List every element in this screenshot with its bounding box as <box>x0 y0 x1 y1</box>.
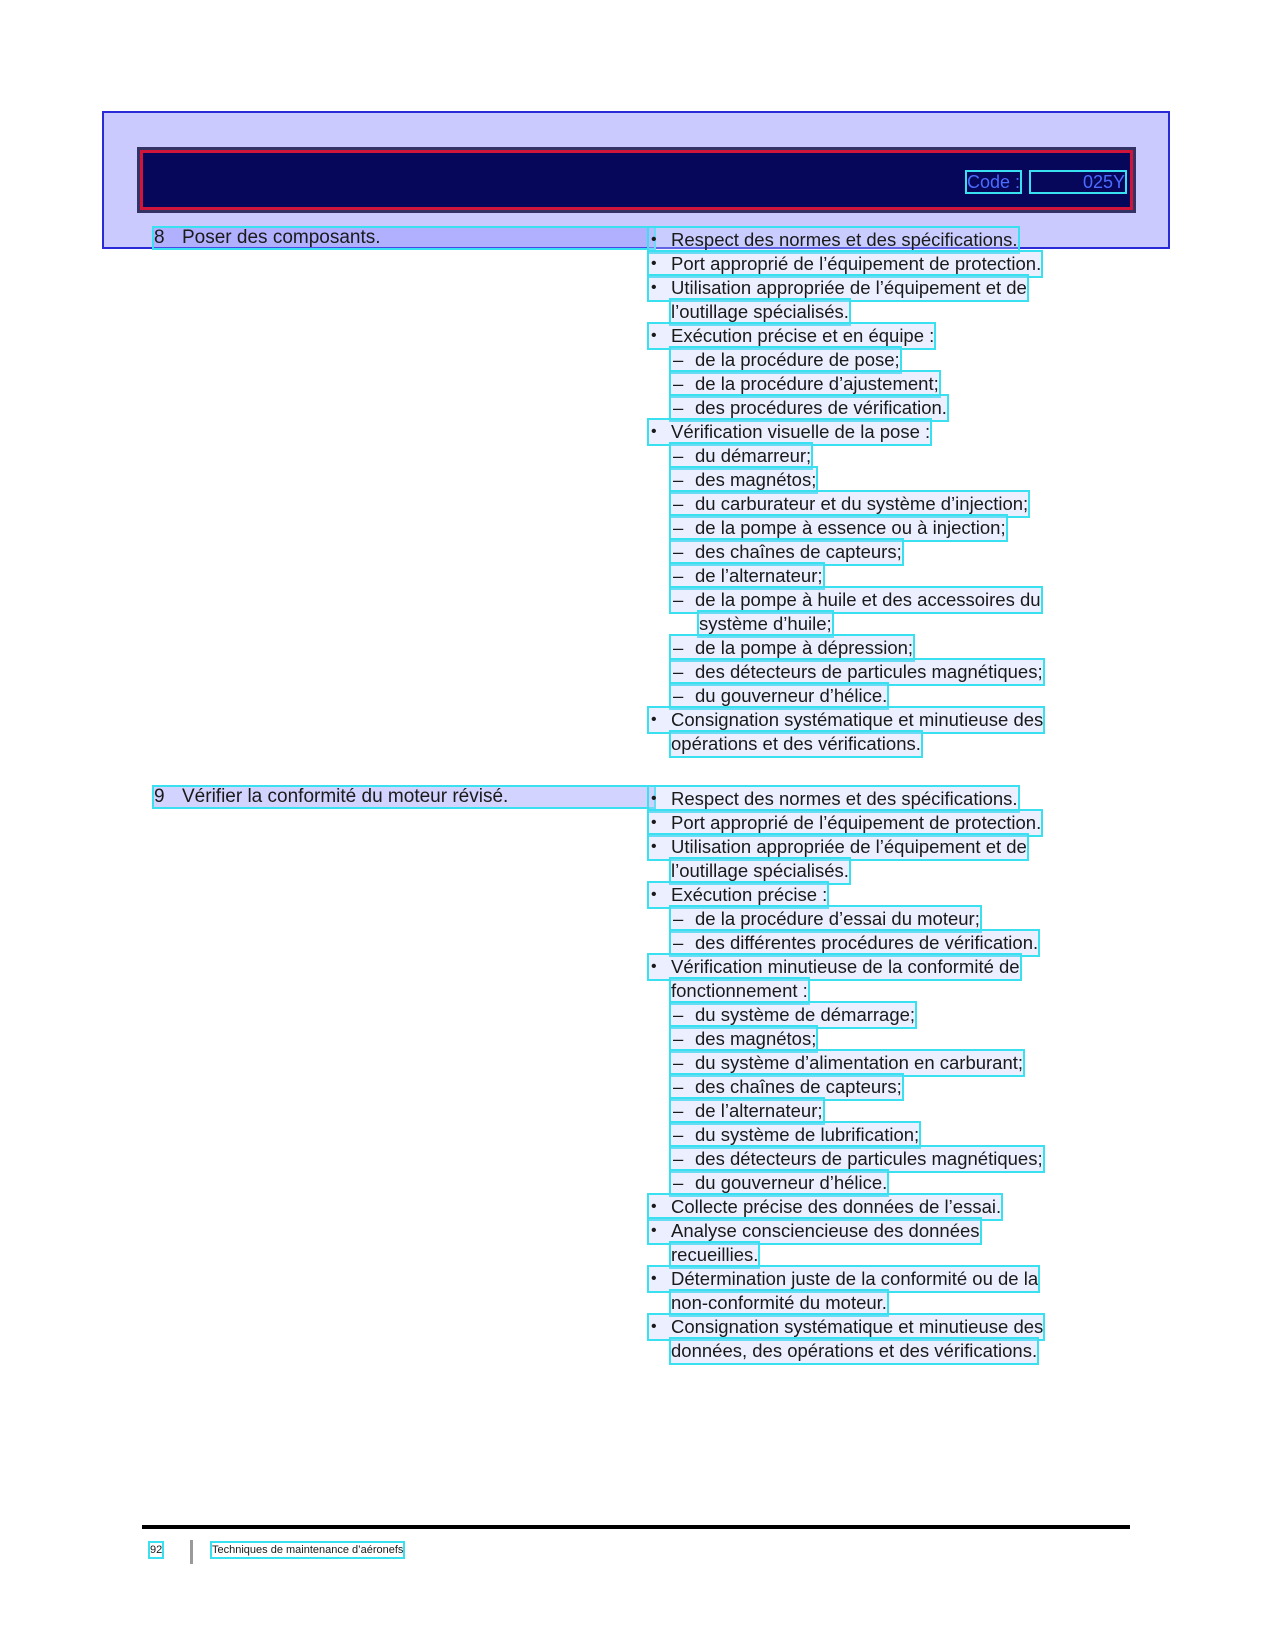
section-9-criteria <box>649 787 1089 1363</box>
section-number: 8 <box>154 227 165 248</box>
criterion-item <box>649 787 1089 811</box>
bullet-icon: • <box>651 327 657 344</box>
sub-criterion <box>649 540 1089 564</box>
criterion-text: Vérification minutieuse de la conformité de <box>649 955 1020 979</box>
dash-icon: – <box>673 445 684 466</box>
criterion-text: Collecte précise des données de l’essai. <box>649 1195 1001 1219</box>
criterion-item <box>649 708 1089 756</box>
criterion-item <box>649 228 1089 252</box>
sub-criterion-text: des magnétos; <box>671 468 816 492</box>
criterion-text: Consignation systématique et minutieuse des <box>649 708 1043 732</box>
sub-criterion <box>649 444 1089 468</box>
dash-icon: – <box>673 1004 684 1025</box>
sub-criterion-text: de la pompe à huile et des accessoires du <box>671 588 1041 612</box>
dash-icon: – <box>673 1172 684 1193</box>
sub-criterion-text: des détecteurs de particules magnétiques; <box>671 660 1043 684</box>
dash-icon: – <box>673 469 684 490</box>
section-9-title <box>154 787 654 807</box>
dash-icon: – <box>673 1028 684 1049</box>
sub-criterion-text: du carburateur et du système d’injection; <box>671 492 1028 516</box>
section-8-title <box>154 228 654 248</box>
sub-criterion <box>649 492 1089 516</box>
criterion-text: Vérification visuelle de la pose : <box>649 420 930 444</box>
sub-criterion-text: du gouverneur d’hélice. <box>671 684 887 708</box>
bullet-icon: • <box>651 423 657 440</box>
sub-criterion <box>649 907 1089 931</box>
sub-criterion-text: des chaînes de capteurs; <box>671 1075 902 1099</box>
criterion-text: données, des opérations et des vérifications. <box>671 1340 1038 1361</box>
dash-icon: – <box>673 637 684 658</box>
bullet-icon: • <box>651 711 657 728</box>
dash-icon: – <box>673 541 684 562</box>
sub-criterion <box>649 1147 1089 1171</box>
bullet-icon: • <box>651 279 657 296</box>
dash-icon: – <box>673 1076 684 1097</box>
bullet-icon: • <box>651 1270 657 1287</box>
criterion-text: Utilisation appropriée de l’équipement et de <box>649 276 1027 300</box>
criterion-text: Respect des normes et des spécifications. <box>649 228 1018 252</box>
sub-criterion-text: du système d’alimentation en carburant; <box>671 1051 1023 1075</box>
dash-icon: – <box>673 1100 684 1121</box>
criterion-item <box>649 1267 1089 1315</box>
dash-icon: – <box>673 1148 684 1169</box>
bullet-icon: • <box>651 838 657 855</box>
dash-icon: – <box>673 1052 684 1073</box>
dash-icon: – <box>673 932 684 953</box>
criterion-text: recueillies. <box>671 1244 759 1265</box>
footer-rule <box>142 1525 1130 1529</box>
criterion-text: Détermination juste de la conformité ou de la <box>649 1267 1038 1291</box>
criterion-item <box>649 276 1089 324</box>
criterion-text: l’outillage spécialisés. <box>671 860 849 881</box>
sub-criterion-text: de la procédure de pose; <box>671 348 900 372</box>
bullet-icon: • <box>651 1222 657 1239</box>
section-8-criteria <box>649 228 1089 756</box>
sub-criterion <box>649 516 1089 540</box>
bullet-icon: • <box>651 255 657 272</box>
footer-doc-title: Techniques de maintenance d’aéronefs <box>212 1544 404 1556</box>
sub-criterion-text: du système de démarrage; <box>671 1003 915 1027</box>
dash-icon: – <box>673 589 684 610</box>
sub-criterion-text: système d’huile; <box>699 613 832 634</box>
dash-icon: – <box>673 397 684 418</box>
criterion-item <box>649 1195 1089 1219</box>
criterion-text: l’outillage spécialisés. <box>671 301 849 322</box>
footer-separator <box>190 1540 193 1564</box>
sub-criterion <box>649 588 1089 636</box>
criterion-text: Port approprié de l’équipement de protection. <box>649 811 1041 835</box>
criterion-text: opérations et des vérifications. <box>671 733 921 754</box>
criterion-text: Respect des normes et des spécifications. <box>649 787 1018 811</box>
sub-criterion <box>649 684 1089 708</box>
sub-criterion <box>649 1075 1089 1099</box>
sub-criterion <box>649 1099 1089 1123</box>
criterion-item <box>649 883 1089 955</box>
sub-criterion-text: des procédures de vérification. <box>671 396 947 420</box>
bullet-icon: • <box>651 1318 657 1335</box>
bullet-icon: • <box>651 790 657 807</box>
bullet-icon: • <box>651 1198 657 1215</box>
criterion-item <box>649 324 1089 420</box>
criterion-item <box>649 955 1089 1195</box>
sub-criterion-text: des chaînes de capteurs; <box>671 540 902 564</box>
criterion-item <box>649 1219 1089 1267</box>
section-title-text: Poser des composants. <box>182 227 381 248</box>
dash-icon: – <box>673 493 684 514</box>
sub-criterion <box>649 1051 1089 1075</box>
dash-icon: – <box>673 661 684 682</box>
sub-criterion <box>649 636 1089 660</box>
dash-icon: – <box>673 1124 684 1145</box>
sub-criterion <box>649 931 1089 955</box>
code-label: Code : <box>967 172 1021 192</box>
sub-criterion-text: de l’alternateur; <box>671 564 823 588</box>
sub-criterion-text: des magnétos; <box>671 1027 816 1051</box>
criterion-text: Utilisation appropriée de l’équipement et de <box>649 835 1027 859</box>
sub-criterion-text: du démarreur; <box>671 444 811 468</box>
criterion-text: non-conformité du moteur. <box>671 1292 887 1313</box>
sub-criterion-text: de l’alternateur; <box>671 1099 823 1123</box>
sub-criterion <box>649 1027 1089 1051</box>
sub-criterion-text: de la pompe à essence ou à injection; <box>671 516 1006 540</box>
sub-criterion-text: de la procédure d’ajustement; <box>671 372 939 396</box>
sub-criterion <box>649 1123 1089 1147</box>
sub-criterion-text: de la procédure d’essai du moteur; <box>671 907 980 931</box>
sub-criterion <box>649 1171 1089 1195</box>
dash-icon: – <box>673 349 684 370</box>
dash-icon: – <box>673 685 684 706</box>
bullet-icon: • <box>651 958 657 975</box>
sub-criterion <box>649 372 1089 396</box>
criterion-text: Port approprié de l’équipement de protection. <box>649 252 1041 276</box>
footer-page-number: 92 <box>150 1544 163 1556</box>
sub-criterion-text: des détecteurs de particules magnétiques; <box>671 1147 1043 1171</box>
dash-icon: – <box>673 373 684 394</box>
sub-criterion-text: du gouverneur d’hélice. <box>671 1171 887 1195</box>
sub-criterion <box>649 396 1089 420</box>
criterion-text: fonctionnement : <box>671 980 808 1001</box>
dash-icon: – <box>673 517 684 538</box>
criterion-item <box>649 420 1089 708</box>
dash-icon: – <box>673 908 684 929</box>
dash-icon: – <box>673 565 684 586</box>
criterion-item <box>649 1315 1089 1363</box>
criterion-text: Analyse consciencieuse des données <box>649 1219 980 1243</box>
sub-criterion-text: de la pompe à dépression; <box>671 636 913 660</box>
sub-criterion-text: des différentes procédures de vérification. <box>671 931 1038 955</box>
bullet-icon: • <box>651 814 657 831</box>
sub-criterion <box>649 660 1089 684</box>
sub-criterion-text: du système de lubrification; <box>671 1123 919 1147</box>
criterion-item <box>649 835 1089 883</box>
section-title-text: Vérifier la conformité du moteur révisé. <box>182 786 509 807</box>
sub-criterion <box>649 348 1089 372</box>
code-value: 025Y <box>1031 172 1125 192</box>
bullet-icon: • <box>651 886 657 903</box>
section-number: 9 <box>154 786 165 807</box>
sub-criterion <box>649 564 1089 588</box>
criterion-text: Exécution précise et en équipe : <box>649 324 934 348</box>
criterion-item <box>649 252 1089 276</box>
sub-criterion <box>649 1003 1089 1027</box>
criterion-text: Exécution précise : <box>649 883 827 907</box>
bullet-icon: • <box>651 231 657 248</box>
criterion-text: Consignation systématique et minutieuse des <box>649 1315 1043 1339</box>
sub-criterion <box>649 468 1089 492</box>
criterion-item <box>649 811 1089 835</box>
